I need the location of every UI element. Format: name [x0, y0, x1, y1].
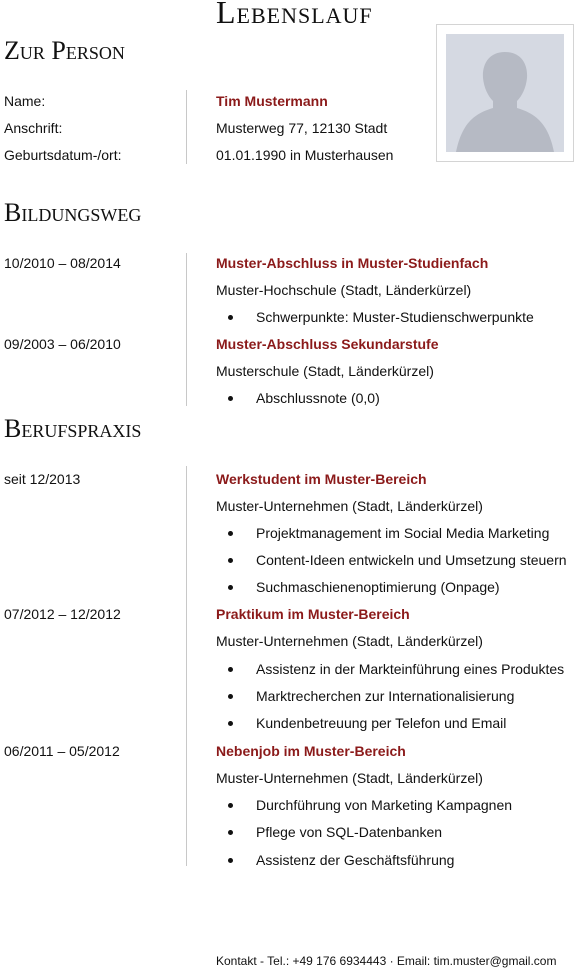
- exp-dates-3: 06/2011 – 05/2012: [4, 743, 120, 759]
- value-name: Tim Mustermann: [216, 93, 328, 109]
- label-birth: Geburtsdatum-/ort:: [4, 147, 122, 163]
- section-heading-person: Zur Person: [4, 36, 125, 65]
- label-address: Anschrift:: [4, 120, 63, 136]
- person-silhouette-icon: [446, 34, 564, 152]
- edu-institution-1: Muster-Hochschule (Stadt, Länderkürzel): [216, 282, 472, 298]
- section-heading-education: Bildungsweg: [4, 198, 142, 227]
- section-heading-experience: Berufspraxis: [4, 414, 142, 443]
- edu-title-2: Muster-Abschluss Sekundarstufe: [216, 336, 439, 352]
- footer-contact: Kontakt - Tel.: +49 176 6934443 · Email: tim.muster@gmail.com: [216, 954, 557, 968]
- exp-title-2: Praktikum im Muster-Bereich: [216, 606, 410, 622]
- exp-bullet-2-3: Kundenbetreuung per Telefon und Email: [228, 714, 478, 732]
- label-name: Name:: [4, 93, 46, 109]
- edu-bullet-1-1: Schwerpunkte: Muster-Studienschwerpunkte: [228, 308, 506, 326]
- exp-institution-1: Muster-Unternehmen (Stadt, Länderkürzel): [216, 498, 483, 514]
- exp-bullet-3-2: Pflege von SQL-Datenbanken: [228, 823, 414, 841]
- edu-dates-1: 10/2010 – 08/2014: [4, 255, 121, 271]
- exp-bullet-1-2: Content-Ideen entwickeln und Umsetzung steuern: [228, 551, 539, 569]
- exp-institution-3: Muster-Unternehmen (Stadt, Länderkürzel): [216, 770, 483, 786]
- exp-dates-2: 07/2012 – 12/2012: [4, 606, 121, 622]
- exp-bullet-3-3: Assistenz der Geschäftsführung: [228, 851, 426, 869]
- divider-person: [186, 90, 187, 164]
- edu-bullet-2-1: Abschlussnote (0,0): [228, 389, 352, 407]
- exp-institution-2: Muster-Unternehmen (Stadt, Länderkürzel): [216, 633, 483, 649]
- divider-education: [186, 253, 187, 406]
- document-title: Lebenslauf: [216, 0, 373, 30]
- exp-bullet-2-1: Assistenz in der Markteinführung eines Produktes: [228, 660, 536, 678]
- edu-title-1: Muster-Abschluss in Muster-Studienfach: [216, 255, 489, 271]
- edu-institution-2: Musterschule (Stadt, Länderkürzel): [216, 363, 434, 379]
- value-birth: 01.01.1990 in Musterhausen: [216, 147, 394, 163]
- exp-title-3: Nebenjob im Muster-Bereich: [216, 743, 406, 759]
- exp-title-1: Werkstudent im Muster-Bereich: [216, 471, 427, 487]
- exp-bullet-2-2: Marktrecherchen zur Internationalisierung: [228, 687, 486, 705]
- exp-dates-1: seit 12/2013: [4, 471, 81, 487]
- divider-experience: [186, 466, 187, 866]
- exp-bullet-1-1: Projektmanagement im Social Media Marketing: [228, 524, 521, 542]
- value-address: Musterweg 77, 12130 Stadt: [216, 120, 388, 136]
- profile-photo: [436, 24, 574, 162]
- edu-dates-2: 09/2003 – 06/2010: [4, 336, 121, 352]
- exp-bullet-3-1: Durchführung von Marketing Kampagnen: [228, 796, 484, 814]
- exp-bullet-1-3: Suchmaschienenoptimierung (Onpage): [228, 578, 472, 596]
